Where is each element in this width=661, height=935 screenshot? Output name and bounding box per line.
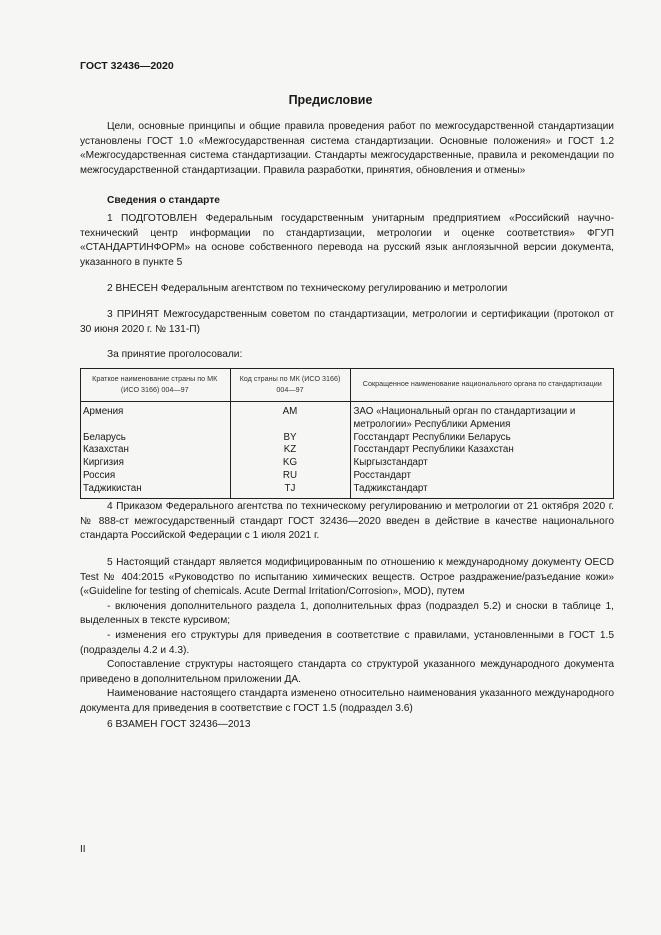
cell-body: Госстандарт Республики Казахстан bbox=[350, 444, 614, 457]
item5-block bbox=[80, 556, 614, 717]
cell-code: BY bbox=[230, 432, 350, 445]
item-5-paragraph-2: Сопоставление структуры настоящего стандарта со структурой указанного международного документа приведено в дополнительном приложении ДА. bbox=[80, 659, 614, 685]
table-header-row bbox=[80, 368, 614, 402]
cell-body: ЗАО «Национальный орган по стандартизации и метрологии» Республики Армения bbox=[350, 402, 614, 432]
header-body: Сокращенное наименование национального органа по стандартизации bbox=[350, 368, 614, 402]
cell-body: Росстандарт bbox=[350, 470, 614, 483]
item-3-paragraph: 3 ПРИНЯТ Межгосударственным советом по стандартизации, метрологии и сертификации (протокол от 30 июня 2020 г. № 131-П) bbox=[80, 309, 614, 335]
item-5-paragraph-3: Наименование настоящего стандарта изменено относительно наименования указанного международного документа для приведения в соответствие с ГОСТ 1.5 (подраздел 3.6) bbox=[80, 688, 614, 714]
cell-code: AM bbox=[230, 402, 350, 432]
item-5-paragraph: 5 Настоящий стандарт является модифицированным по отношению к международному документу OECD Test № 404:2015 «Руководство по испытанию химических веществ. Острое раздражение/разъедание кожи» («Guideline for testing of chemicals. Acute Dermal Irritation/Corrosion», MOD), путем bbox=[80, 557, 614, 598]
table-row bbox=[80, 402, 614, 432]
table-row bbox=[80, 457, 614, 470]
cell-country: Таджикистан bbox=[83, 482, 142, 494]
cell-country: Киргизия bbox=[83, 457, 124, 469]
cell-code: KG bbox=[230, 457, 350, 470]
header-country: Краткое наименование страны по МК (ИСО 3166) 004—97 bbox=[80, 368, 230, 402]
intro-block bbox=[80, 120, 614, 178]
item-2-paragraph: 2 ВНЕСЕН Федеральным агентством по техническому регулированию и метрологии bbox=[107, 283, 508, 294]
cell-code: RU bbox=[230, 470, 350, 483]
cell-country: Казахстан bbox=[83, 444, 129, 456]
item-6-paragraph: 6 ВЗАМЕН ГОСТ 32436—2013 bbox=[107, 719, 251, 730]
item4-block bbox=[80, 500, 614, 544]
standard-code-header: ГОСТ 32436—2020 bbox=[80, 60, 174, 72]
table-row bbox=[80, 444, 614, 457]
table-row bbox=[80, 470, 614, 483]
table-row bbox=[80, 483, 614, 499]
voting-table bbox=[80, 368, 614, 499]
page-number: II bbox=[80, 844, 86, 855]
item-4-paragraph: 4 Приказом Федерального агентства по техническому регулированию и метрологии от 21 октября 2020 г. № 888-ст межгосударственный стандарт ГОСТ 32436—2020 введен в действие в качестве национального стандарта Российской Федерации с 1 июля 2021 г. bbox=[80, 501, 614, 542]
cell-code: KZ bbox=[230, 444, 350, 457]
cell-country: Армения bbox=[83, 406, 124, 417]
cell-code: TJ bbox=[230, 483, 350, 499]
cell-country: Беларусь bbox=[83, 431, 126, 443]
item3-block bbox=[80, 308, 614, 337]
voted-label: За принятие проголосовали: bbox=[107, 349, 243, 360]
cell-body: Таджикстандарт bbox=[350, 483, 614, 499]
voted-label-block bbox=[80, 348, 614, 363]
cell-country: Россия bbox=[83, 469, 116, 481]
page-title: Предисловие bbox=[288, 93, 373, 107]
item2-block bbox=[80, 282, 614, 297]
item-1-paragraph: 1 ПОДГОТОВЛЕН Федеральным государственным унитарным предприятием «Российский научно-технический центр информации по стандартизации, метрологии и оценке соответствия» ФГУП «СТАНДАРТИНФОРМ» на основе собственного перевода на русский язык англоязычной версии документа, указанного в пункте 5 bbox=[80, 213, 614, 268]
cell-body: Госстандарт Республики Беларусь bbox=[350, 432, 614, 445]
item-5-dash-1: - включения дополнительного раздела 1, дополнительных фраз (подраздел 5.2) и сноски в таблице 1, выделенных в тексте курсивом; bbox=[80, 600, 614, 627]
table-row bbox=[80, 432, 614, 445]
section-heading-block bbox=[80, 194, 614, 209]
item-5-dash-2: - изменения его структуры для приведения в соответствие с правилами, установленными в ГОСТ 1.5 (подразделы 4.2 и 4.3). bbox=[80, 629, 614, 656]
section-heading: Сведения о стандарте bbox=[107, 195, 220, 206]
header-code: Код страны по МК (ИСО 3166) 004—97 bbox=[230, 368, 350, 402]
cell-body: Кыргызстандарт bbox=[350, 457, 614, 470]
intro-paragraph: Цели, основные принципы и общие правила проведения работ по межгосударственной стандартизации установлены ГОСТ 1.0 «Межгосударственная система стандартизации. Основные положения» и ГОСТ 1.2 «Межгосударственная система стандартизации. Стандарты межгосударственные, правила и рекомендации по межгосударственной стандартизации. Правила разработки, принятия, обновления и отмены» bbox=[80, 121, 614, 176]
item1-block bbox=[80, 212, 614, 270]
item6-block bbox=[80, 718, 614, 733]
